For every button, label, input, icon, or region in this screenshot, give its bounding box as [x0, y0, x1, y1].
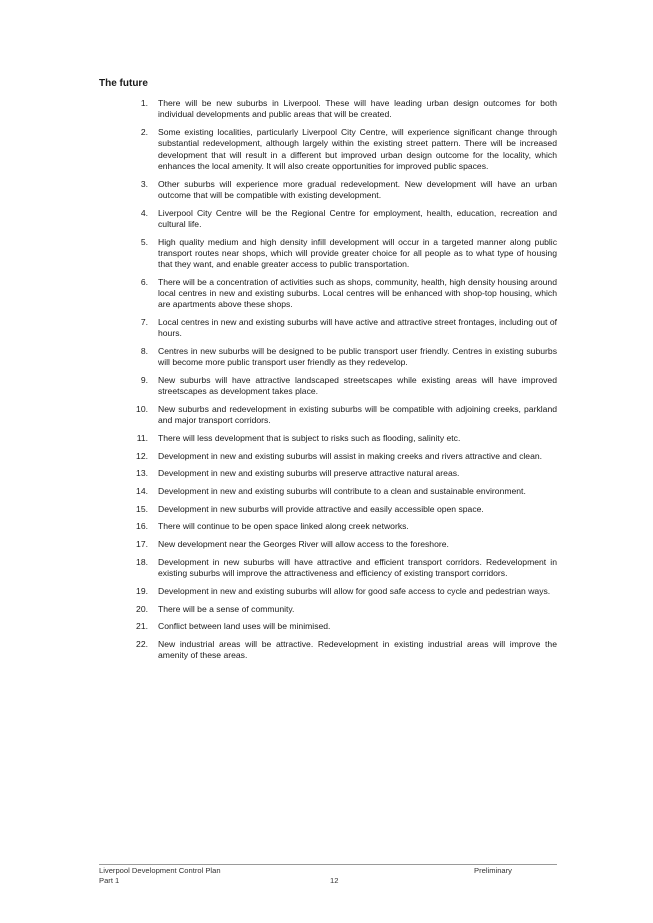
list-item-number: 3. — [140, 178, 148, 189]
list-item-number: 10. — [136, 404, 148, 415]
list-item-text: There will be a sense of community. — [158, 603, 295, 614]
footer-page-number: 12 — [330, 876, 339, 885]
list-item-text: Some existing localities, particularly Liverpool City Centre, will experience significant change through substantial redevelopment, although largely within the existing street pattern. There will be increased development that will result in a different but improved urban design outcome for the locality, which enhances the local amenity. It will also create opportunities for improved public spaces. — [158, 126, 557, 171]
list-item — [99, 404, 557, 427]
list-item-number: 17. — [136, 539, 148, 550]
list-item — [99, 621, 557, 632]
list-item-number: 22. — [136, 638, 148, 649]
list-item — [99, 98, 557, 121]
list-item-text: Development in new and existing suburbs will allow for good safe access to cycle and pedestrian ways. — [158, 585, 551, 596]
list-item-number: 21. — [136, 621, 148, 632]
footer-divider — [99, 864, 557, 865]
list-item-number: 12. — [136, 450, 148, 461]
list-item-number: 8. — [140, 346, 148, 357]
list-item-number: 15. — [136, 503, 148, 514]
list-item — [99, 433, 557, 444]
list-item — [99, 277, 557, 311]
list-item-number: 4. — [140, 207, 148, 218]
list-item — [99, 557, 557, 580]
list-item-text: Development in new and existing suburbs will assist in making creeks and rivers attractive and clean. — [158, 450, 543, 461]
list-item — [99, 486, 557, 497]
list-item-number: 1. — [140, 98, 148, 108]
list-item — [99, 127, 557, 172]
list-item — [99, 639, 557, 662]
list-item-number: 14. — [136, 486, 148, 497]
list-item-number: 9. — [140, 375, 148, 386]
list-item-number: 7. — [140, 317, 148, 328]
list-item — [99, 521, 557, 532]
footer-doc-title: Liverpool Development Control Plan — [99, 866, 221, 875]
list-item-text: Development in new suburbs will have attractive and efficient transport corridors. Redevelopment in existing suburbs will improve the attractiveness and efficiency of existing transport corridors. — [158, 556, 557, 579]
list-item — [99, 451, 557, 462]
list-item-number: 13. — [136, 468, 148, 479]
list-item-text: High quality medium and high density infill development will occur in a targeted manner along public transport routes near shops, which will provide greater choice for all people as to what type of housing that they want, and enable greater access to public transportation. — [158, 236, 557, 270]
list-item-number: 18. — [136, 556, 148, 567]
list-item-text: New suburbs will have attractive landscaped streetscapes while existing areas will have improved streetscapes as development takes place. — [158, 375, 557, 397]
list-item-text: Conflict between land uses will be minimised. — [158, 621, 331, 632]
list-item-number: 16. — [136, 521, 148, 532]
list-item — [99, 208, 557, 231]
list-item — [99, 586, 557, 597]
list-item — [99, 375, 557, 398]
list-item-text: Local centres in new and existing suburbs will have active and attractive street frontages, including out of hours. — [158, 317, 557, 339]
list-item-text: Development in new and existing suburbs will preserve attractive natural areas. — [158, 468, 460, 479]
list-item-number: 11. — [136, 433, 148, 444]
section-heading: The future — [99, 78, 148, 89]
list-item — [99, 504, 557, 515]
list-item — [99, 317, 557, 340]
list-item-text: Centres in new suburbs will be designed to be public transport user friendly. Centres in existing suburbs will become more public transport user friendly as they redevelop. — [158, 346, 557, 368]
list-item-text: New suburbs and redevelopment in existing suburbs will be compatible with adjoining creeks, parkland and major transport corridors. — [158, 404, 557, 426]
list-item-number: 2. — [140, 126, 148, 137]
list-item-text: New industrial areas will be attractive. Redevelopment in existing industrial areas will improve the amenity of these areas. — [158, 638, 557, 661]
list-item-text: Liverpool City Centre will be the Regional Centre for employment, health, education, recreation and cultural life. — [158, 207, 557, 229]
list-item — [99, 237, 557, 271]
list-item-number: 6. — [140, 276, 148, 287]
list-item — [99, 604, 557, 615]
list-item-number: 20. — [136, 603, 148, 614]
list-item-text: There will continue to be open space linked along creek networks. — [158, 521, 409, 532]
list-item-text: There will less development that is subject to risks such as flooding, salinity etc. — [158, 433, 461, 444]
list-item — [99, 346, 557, 369]
list-item-text: Development in new suburbs will provide attractive and easily accessible open space. — [158, 503, 484, 514]
list-item-text: There will be a concentration of activities such as shops, community, health, high density housing around local centres in new and existing suburbs. Local centres will be enhanced with shop-top housing, which are apartments above these shops. — [158, 276, 557, 310]
footer-part: Part 1 — [99, 876, 120, 885]
future-list — [99, 98, 557, 668]
list-item-number: 19. — [136, 585, 148, 596]
list-item — [99, 539, 557, 550]
list-item-text: Other suburbs will experience more gradual redevelopment. New development will have an urban outcome that will be compatible with existing development. — [158, 178, 557, 200]
footer-status: Preliminary — [474, 866, 512, 875]
list-item-number: 5. — [140, 236, 148, 247]
list-item-text: There will be new suburbs in Liverpool. These will have leading urban design outcomes for both individual developments and public areas that will be created. — [158, 98, 557, 120]
list-item — [99, 468, 557, 479]
list-item — [99, 179, 557, 202]
list-item-text: New development near the Georges River will allow access to the foreshore. — [158, 539, 449, 550]
list-item-text: Development in new and existing suburbs will contribute to a clean and sustainable environment. — [158, 486, 526, 497]
